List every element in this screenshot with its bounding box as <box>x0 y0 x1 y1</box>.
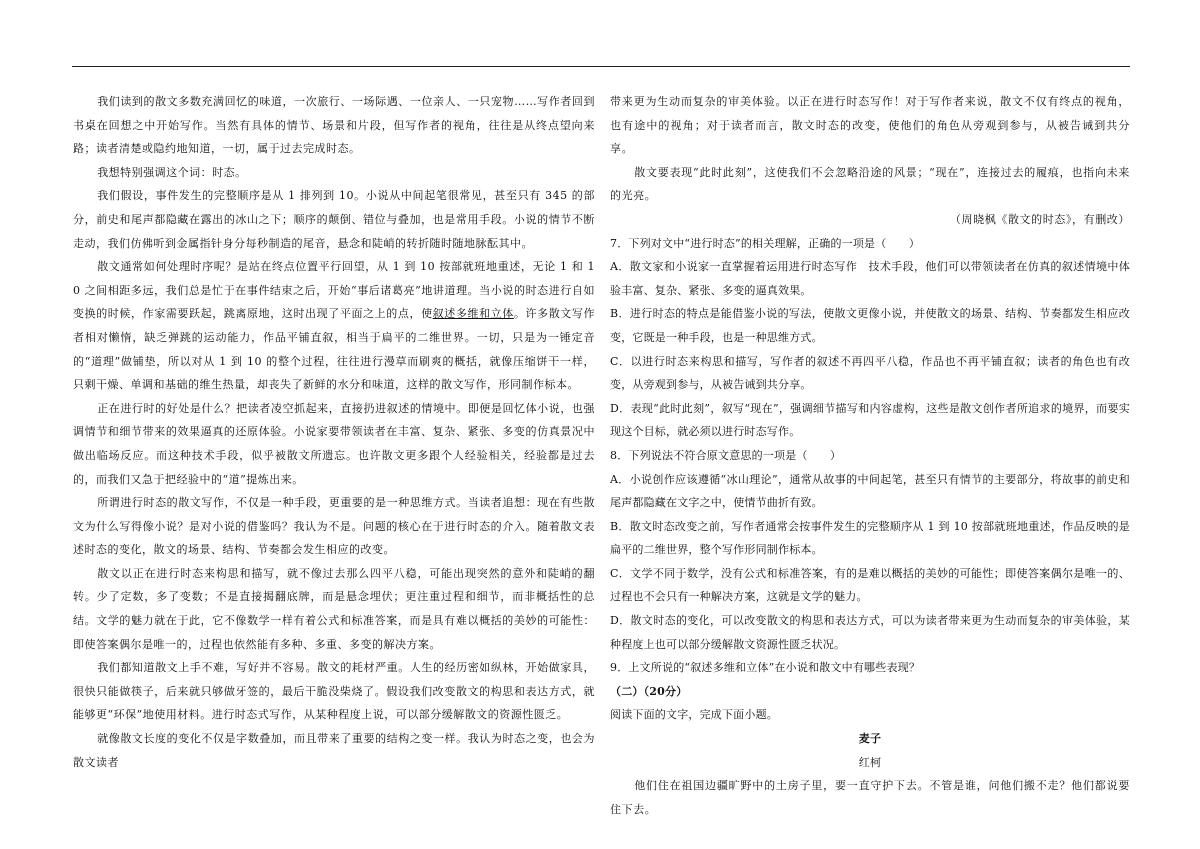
option-7a: A．散文家和小说家一直掌握着运用进行时态写作 技术手段，他们可以带领读者在仿真的叙述情境中体验丰富、复杂、紧张、多变的逼真效果。 <box>610 260 1130 297</box>
option-7c: C．以进行时态来构思和描写，写作者的叙述不再四平八稳，作品也不再平铺直叙；读者的角色也有改变，从旁观到参与，从被告诫到共分享。 <box>610 354 1130 392</box>
paragraph <box>73 255 595 397</box>
paragraph-text: 散文通常如何处理时序呢？是站在终点位置平行回望，从 1 到 10 按部就班地重述，无论 1 和 10 之间相距多远，我们总是忙于在事件结束之后，开始“事后诸葛亮”地讲道理。当小说的时态进行自如变换的时候，作家需要跃起，跳离原地，这时出现了平面之上的点，使 <box>73 260 595 321</box>
paragraph: 我们读到的散文多数充满回忆的味道，一次旅行、一场际遇、一位亲人、一只宠物……写作者回到书桌在回想之中开始写作。当然有具体的情节、场景和片段，但写作者的视角，往往是从终点望向来路；读者清楚或隐约地知道，一切，属于过去完成时态。 <box>73 95 595 156</box>
paragraph: 散文以正在进行时态来构思和描写，就不像过去那么四平八稳，可能出现突然的意外和陡峭的翻转。少了定数，多了变数；不是直接揭翻底牌，而是悬念埋伏；更注重过程和细节，而非概括性的总结。文学的魅力就在于此，它不像数学一样有着公式和标准答案，而是具有难以概括的美妙的可能性：即使答案偶尔是唯一的，过程也依然能有多种、多重、多变的解决方案。 <box>73 566 595 651</box>
reading-instruction: 阅读下面的文字，完成下面小题。 <box>610 708 778 722</box>
story-title: 麦子 <box>858 732 882 746</box>
right-column <box>610 90 1130 840</box>
paragraph: 我们假设，事件发生的完整顺序是从 1 排列到 10。小说从中间起笔很常见，甚至只有 345 的部分，前史和尾声都隐藏在露出的冰山之下；顺序的颠倒、错位与叠加，也是常用手段。小说的情节不断走动，我们仿佛听到金属指针身分每秒制造的尾音，悬念和陡峭的转折随时随地脉酝其中。 <box>73 189 595 250</box>
paragraph: 带来更为生动而复杂的审美体验。以正在进行时态写作！对于写作者来说，散文不仅有终点的视角，也有途中的视角；对于读者而言，散文时态的改变，使他们的角色从旁观到参与，从被告诫到共分享。 <box>610 95 1130 156</box>
option-8b: B．散文时态改变之前，写作者通常会按事件发生的完整顺序从 1 到 10 按部就班地重述，作品反映的是扁平的二维世界，整个写作形同制作标本。 <box>610 519 1130 557</box>
paragraph: 散文要表现“此时此刻”，这使我们不会忽略沿途的风景；“现在”，连接过去的履痕，也指向未来的光亮。 <box>610 165 1130 203</box>
story-author: 红柯 <box>858 755 882 769</box>
question-9: 9．上文所说的“叙述多维和立体”在小说和散文中有哪些表现？ <box>610 661 921 675</box>
paragraph: 我们都知道散文上手不难，写好并不容易。散文的耗材严重。人生的经历密如纵林，开始做家具，很快只能做筷子，后来就只够做牙签的，最后干脆没柴烧了。假设我们改变散文的构思和表达方式，就能够更“环保”地使用材料。进行时态式写作，从某种程度上说，可以部分缓解散文的资源性匮乏。 <box>73 661 595 722</box>
underlined-phrase: 叙述多维和立体 <box>432 307 514 321</box>
paragraph: 所谓进行时态的散文写作，不仅是一种手段，更重要的是一种思维方式。当读者追想：现在有些散文为什么写得像小说？是对小说的借鉴吗？我认为不是。问题的核心在于进行时态的介入。随着散文表述时态的变化，散文的场景、结构、节奏都会发生相应的改变。 <box>73 496 595 557</box>
paragraph: 他们住在祖国边疆旷野中的土房子里，要一直守护下去。不管是谁，问他们搬不走？他们都说要住下去。 <box>610 779 1130 816</box>
option-8a: A．小说创作应该遵循“冰山理论”，通常从故事的中间起笔，甚至只有情节的主要部分，将故事的前史和尾声都隐藏在文字之中，使情节曲折有致。 <box>610 472 1130 510</box>
paragraph: 就像散文长度的变化不仅是字数叠加，而且带来了重要的结构之变一样。我认为时态之变，也会为散文读者 <box>73 732 595 769</box>
option-8d: D．散文时态的变化，可以改变散文的构思和表达方式，可以为读者带来更为生动而复杂的审美体验，某种程度上也可以部分缓解散文资源性匮乏状况。 <box>610 614 1130 651</box>
question-8: 8．下列说法不符合原文意思的一项是（ ） <box>610 448 842 462</box>
section-heading: （二）（20分） <box>610 684 688 698</box>
option-8c: C．文学不同于数学，没有公式和标准答案，有的是难以概括的美妙的可能性；即使答案偶尔是唯一的、过程也不会只有一种解决方案，这就是文学的魅力。 <box>610 566 1130 604</box>
paragraph-text: 。许多散文写作者相对懒惰，缺乏弹跳的运动能力，作品平铺直叙，相当于扁平的二维世界。一切，只是为一锤定音的“道理”做铺垫，所以对从 1 到 10 的整个过程，往往进行漫草而刷爽的概括，就像压缩饼干一样，只剩干燥、单调和基础的维生热量，却丧失了新鲜的水分和味道，这样的散文写作，形同制作标本。 <box>73 307 595 392</box>
question-7: 7．下列对文中“进行时态”的相关理解，正确的一项是（ ） <box>610 236 921 250</box>
source-citation: （周晓枫《散文的时态》，有删改） <box>949 212 1130 226</box>
header-rule <box>72 66 1130 67</box>
option-7b: B．进行时态的特点是能借鉴小说的写法，使散文更像小说，并使散文的场景、结构、节奏都发生相应改变，它既是一种手段，也是一种思维方式。 <box>610 307 1130 344</box>
paragraph: 正在进行时的好处是什么？把读者凌空抓起来，直接扔进叙述的情境中。即便是回忆体小说，也强调情节和细节带来的效果逼真的还原体验。小说家要带领读者在丰富、复杂、紧张、多变的仿真景况中做出临场反应。而这种技术手段，似乎被散文所遗忘。也许散文更多跟个人经验相关，经验都是过去的，而我们又急于把经验中的“道”提炼出来。 <box>73 401 595 486</box>
left-column <box>73 90 595 840</box>
paragraph: 我想特别强调这个词：时态。 <box>97 165 247 179</box>
option-7d: D．表现“此时此刻”，叙写“现在”，强调细节描写和内容虚构，这些是散文创作者所追求的境界，而要实现这个目标，就必须以进行时态写作。 <box>610 401 1130 439</box>
